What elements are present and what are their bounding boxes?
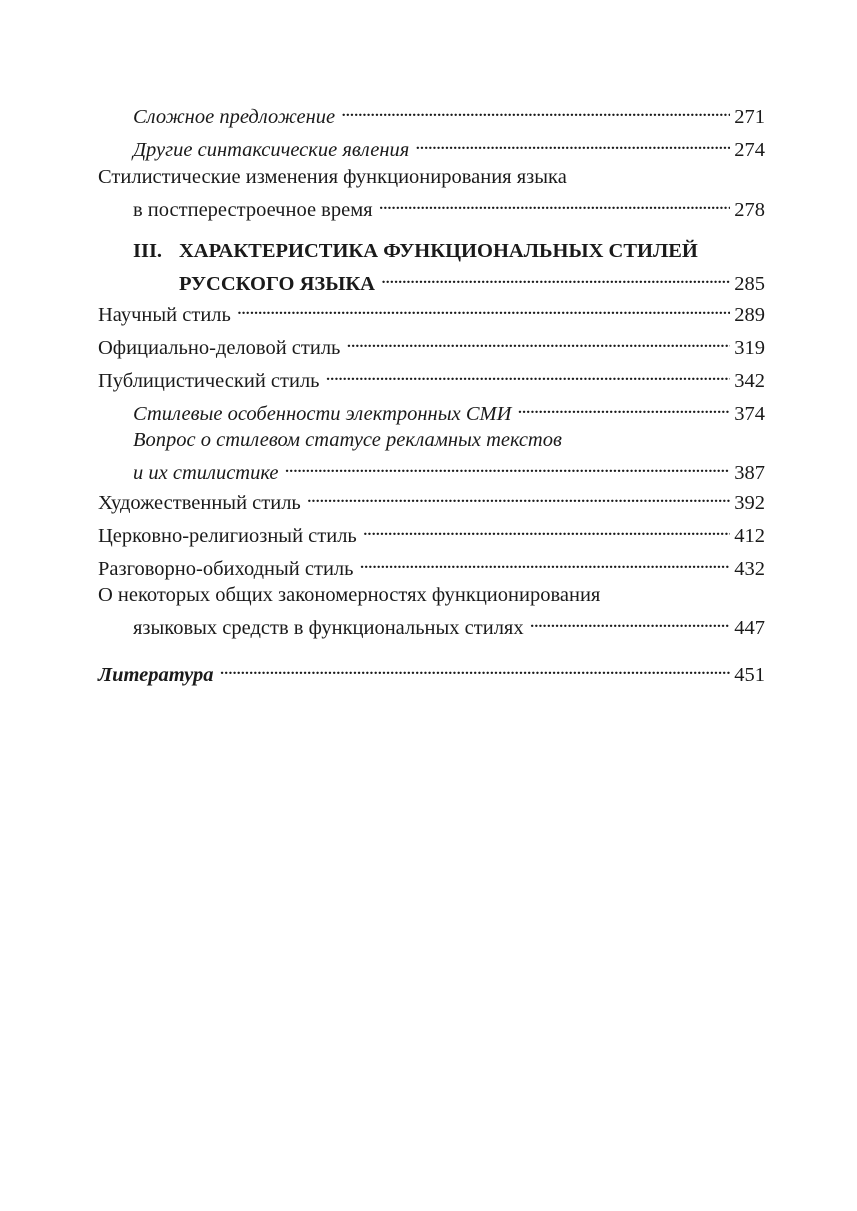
toc-page-number: 278 (734, 199, 765, 221)
toc-entry-artistic[interactable] (98, 483, 765, 516)
toc-page-number: 319 (734, 337, 765, 359)
dot-leader (285, 453, 731, 479)
toc-entry-scientific[interactable] (98, 295, 765, 328)
dot-leader (415, 130, 730, 156)
toc-page-number: 432 (734, 558, 765, 580)
toc-entry-electronic-media[interactable] (98, 394, 765, 427)
toc-page-number: 289 (734, 304, 765, 326)
toc-entry-title-line2: и их стилистике (133, 462, 279, 484)
toc-entry-advertising[interactable] (98, 427, 765, 486)
toc-page-number: 447 (734, 617, 765, 639)
toc-entry-official[interactable] (98, 328, 765, 361)
dot-leader (341, 97, 730, 123)
toc-entry-title: Литература (98, 664, 214, 686)
toc-entry-title: Научный стиль (98, 304, 231, 326)
section-number: III. (133, 240, 163, 262)
toc-entry-title: Стилевые особенности электронных СМИ (133, 403, 512, 425)
dot-leader (360, 549, 731, 575)
toc-entry-title-line1: Вопрос о стилевом статусе рекламных текстов (133, 429, 562, 451)
section-title-line1: ХАРАКТЕРИСТИКА ФУНКЦИОНАЛЬНЫХ СТИЛЕЙ (179, 240, 698, 262)
toc-entry-title-line2: языковых средств в функциональных стилях (133, 617, 524, 639)
toc-page-number: 374 (734, 403, 765, 425)
toc-page-number: 342 (734, 370, 765, 392)
dot-leader (326, 361, 731, 387)
toc-entry-religious[interactable] (98, 516, 765, 549)
toc-entry-literature[interactable] (98, 655, 765, 688)
toc-entry-title: Публицистический стиль (98, 370, 320, 392)
toc-section-heading-3[interactable] (98, 238, 765, 297)
toc-entry-other-syntax[interactable] (98, 130, 765, 163)
dot-leader (517, 394, 730, 420)
toc-entry-title: Официально-деловой стиль (98, 337, 341, 359)
toc-entry-title-line1: О некоторых общих закономерностях функционирования (98, 584, 601, 606)
toc-page-number: 285 (734, 273, 765, 295)
dot-leader (237, 295, 730, 321)
dot-leader (346, 328, 730, 354)
toc-entry-title: Разговорно-обиходный стиль (98, 558, 354, 580)
toc-entry-title: Художественный стиль (98, 492, 301, 514)
dot-leader (379, 190, 731, 216)
toc-entry-regularities[interactable] (98, 582, 765, 641)
dot-leader (530, 608, 731, 634)
toc-entry-stylistic-changes[interactable] (98, 164, 765, 223)
toc-entry-colloquial[interactable] (98, 549, 765, 582)
section-title-line2: РУССКОГО ЯЗЫКА (179, 273, 375, 295)
dot-leader (381, 264, 730, 290)
toc-page-number: 271 (734, 106, 765, 128)
toc-page-number: 274 (734, 139, 765, 161)
toc-page-number: 451 (734, 664, 765, 686)
toc-entry-publicistic[interactable] (98, 361, 765, 394)
dot-leader (220, 655, 731, 681)
toc-entry-title: Другие синтаксические явления (133, 139, 410, 161)
toc-entry-title-line2: в постперестроечное время (133, 199, 373, 221)
toc-entry-title-line1: Стилистические изменения функционирования языка (98, 166, 567, 188)
toc-entry-complex-sentence[interactable] (98, 97, 765, 130)
toc-page-number: 387 (734, 462, 765, 484)
toc-entry-title: Церковно-религиозный стиль (98, 525, 357, 547)
dot-leader (363, 516, 730, 542)
toc-entry-title: Сложное предложение (133, 106, 336, 128)
toc-page-number: 392 (734, 492, 765, 514)
toc-page-number: 412 (734, 525, 765, 547)
dot-leader (307, 483, 730, 509)
